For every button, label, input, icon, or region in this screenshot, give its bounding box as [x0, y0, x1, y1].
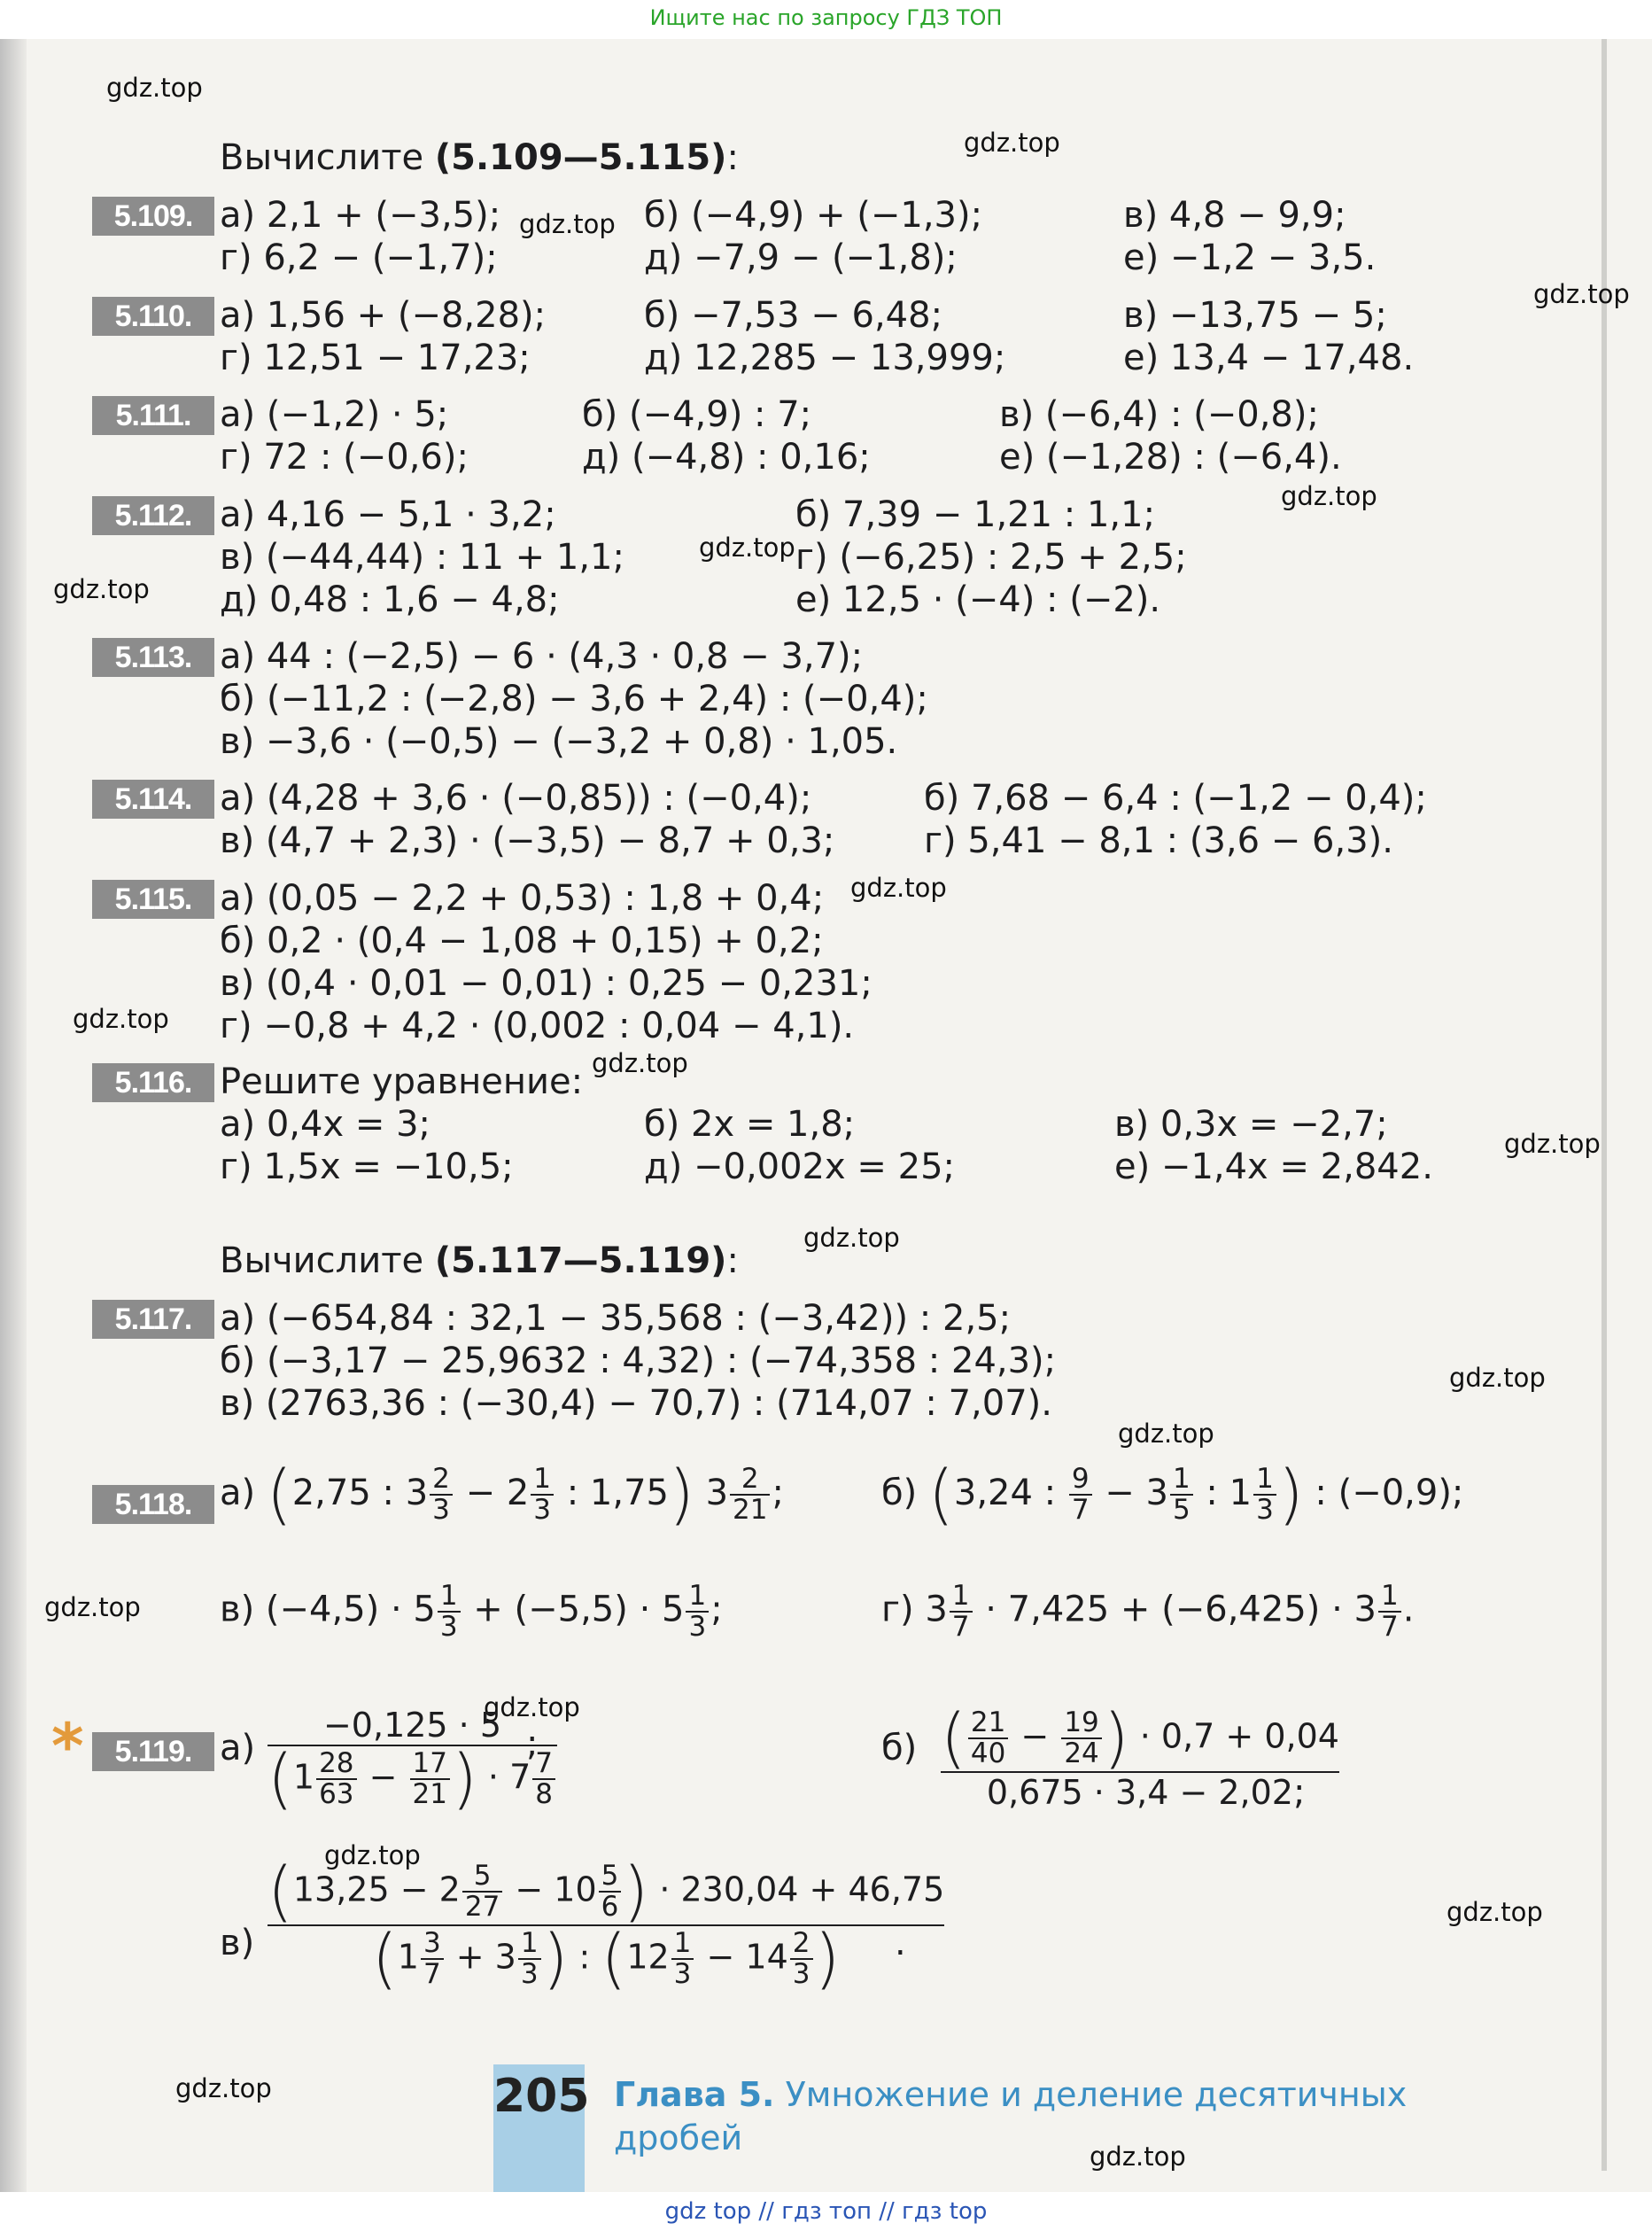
problem-line: д) 12,285 − 13,999;: [644, 338, 1006, 378]
problem-number: 5.111.: [92, 396, 214, 435]
problem-line: а) (4,28 + 3,6 · (−0,85)) : (−0,4);: [220, 778, 812, 819]
fraction: $\frac{19}{24}$: [1061, 1708, 1101, 1768]
problem-number: 5.114.: [92, 780, 214, 819]
fraction: $\frac{1}{3}$: [671, 1929, 694, 1988]
problem-line: б) −7,53 − 6,48;: [644, 295, 943, 336]
watermark: gdz.top: [1533, 279, 1630, 309]
fraction: $\frac{1}{3}$: [686, 1582, 709, 1641]
fraction: $\frac{5}{6}$: [599, 1862, 622, 1921]
fraction: $\frac{1}{3}$: [518, 1929, 541, 1988]
problem-line: б) 0,2 · (0,4 − 1,08 + 0,15) + 0,2;: [220, 921, 824, 961]
problem-line: г) −0,8 + 4,2 · (0,002 : 0,04 − 4,1).: [220, 1006, 855, 1046]
watermark: gdz.top: [53, 574, 150, 604]
problem-expression-a: а) (2,75 : 3 $\frac{2}{3}$ − 2 $\frac{1}{3}$ : 1,75) 3 $\frac{2}{21}$ ;: [220, 1457, 784, 1533]
problem-number: 5.119.: [92, 1732, 214, 1771]
page-edge: [1602, 0, 1607, 2171]
problem-line: а) 2,1 + (−3,5);: [220, 195, 501, 236]
problem-number: 5.110.: [92, 297, 214, 336]
problem-line: е) (−1,28) : (−6,4).: [999, 437, 1342, 478]
semicolon: ;: [526, 1723, 539, 1764]
problem-line: д) −7,9 − (−1,8);: [644, 237, 958, 278]
problem-line: д) 0,48 : 1,6 − 4,8;: [220, 579, 560, 620]
watermark: gdz.top: [324, 1840, 421, 1870]
problem-line: е) 12,5 · (−4) : (−2).: [795, 579, 1161, 620]
problem-line: в) (2763,36 : (−30,4) − 70,7) : (714,07 : 7,07).: [220, 1383, 1052, 1424]
fraction: $\frac{1}{7}$: [1378, 1582, 1401, 1641]
fraction: $\frac{9}{7}$: [1069, 1465, 1092, 1524]
section-heading: Вычислите (5.109—5.115):: [220, 137, 739, 178]
watermark: gdz.top: [1449, 1363, 1546, 1393]
page-number: 205: [493, 2070, 590, 2123]
section-heading: Вычислите (5.117—5.119):: [220, 1240, 739, 1281]
problem-title: Решите уравнение:: [220, 1061, 584, 1102]
watermark: gdz.top: [964, 128, 1060, 158]
watermark: gdz.top: [1118, 1419, 1214, 1449]
problem-expression-b: ( $\frac{21}{40}$ − $\frac{19}{24}$ ) · 0,7 + 0,04 0,675 · 3,4 − 2,02: [941, 1700, 1339, 1812]
problem-line: б) (−3,17 − 25,9632 : 4,32) : (−74,358 : 24,3);: [220, 1341, 1057, 1381]
problem-number: 5.112.: [92, 496, 214, 535]
problem-line: г) (−6,25) : 2,5 + 2,5;: [795, 537, 1187, 578]
problem-line: г) 1,5x = −10,5;: [220, 1147, 514, 1187]
bottom-banner[interactable]: gdz top // гдз топ // гдз top: [0, 2192, 1652, 2231]
problem-number: 5.109.: [92, 197, 214, 236]
problem-line: в) (−6,4) : (−0,8);: [999, 394, 1319, 435]
watermark: gdz.top: [484, 1692, 580, 1722]
fraction: $\frac{28}{63}$: [316, 1749, 356, 1808]
problem-line: е) −1,2 − 3,5.: [1123, 237, 1377, 278]
problem-label: а): [220, 1728, 256, 1768]
problem-line: б) 7,68 − 6,4 : (−1,2 − 0,4);: [924, 778, 1427, 819]
problem-number: 5.118.: [92, 1485, 214, 1524]
fraction: $\frac{1}{7}$: [950, 1582, 973, 1641]
watermark: gdz.top: [175, 2073, 272, 2103]
problem-line: в) 4,8 − 9,9;: [1123, 195, 1346, 236]
fraction: $\frac{17}{21}$: [410, 1749, 450, 1808]
problem-line: а) (0,05 − 2,2 + 0,53) : 1,8 + 0,4;: [220, 878, 825, 919]
watermark: gdz.top: [850, 873, 947, 903]
problem-line: в) −13,75 − 5;: [1123, 295, 1387, 336]
fraction: $\frac{5}{27}$: [462, 1862, 502, 1921]
difficulty-star-icon: *: [51, 1710, 84, 1783]
problem-line: а) 4,16 − 5,1 · 3,2;: [220, 494, 556, 535]
semicolon: ;: [1293, 1772, 1306, 1813]
problem-line: в) (0,4 · 0,01 − 0,01) : 0,25 − 0,231;: [220, 963, 873, 1004]
problem-expression-c: в) (−4,5) · 5 $\frac{1}{3}$ + (−5,5) · 5 $\frac{1}{3}$ ;: [220, 1580, 723, 1643]
problem-label: б): [881, 1728, 918, 1768]
top-banner[interactable]: Ищите нас по запросу ГДЗ ТОП: [0, 0, 1652, 39]
problem-number: 5.113.: [92, 638, 214, 677]
problem-line: в) (−44,44) : 11 + 1,1;: [220, 537, 624, 578]
problem-expression-d: г) 3 $\frac{1}{7}$ · 7,425 + (−6,425) · 3 $\frac{1}{7}$ .: [881, 1580, 1415, 1643]
problem-expression-c: (13,25 − 2 $\frac{5}{27}$ − 10 $\frac{5}{6}$ ) · 230,04 + 46,75 (1 $\frac{3}{7}$ + 3 $\frac{1}{3}$ ) : (12 $\frac{1}{3}$ − 14 $\frac{2}{3}$ ): [268, 1854, 945, 1997]
problem-line: б) (−11,2 : (−2,8) − 3,6 + 2,4) : (−0,4);: [220, 679, 928, 719]
fraction: $\frac{1}{3}$: [438, 1582, 461, 1641]
problem-number: 5.115.: [92, 880, 214, 919]
fraction: $\frac{3}{7}$: [421, 1929, 444, 1988]
problem-line: г) 12,51 − 17,23;: [220, 338, 531, 378]
problem-label: в): [220, 1923, 255, 1963]
watermark: gdz.top: [106, 73, 203, 103]
problem-line: а) 0,4x = 3;: [220, 1104, 430, 1145]
problem-line: а) (−654,84 : 32,1 − 35,568 : (−3,42)) : 2,5;: [220, 1298, 1012, 1339]
problem-line: а) (−1,2) · 5;: [220, 394, 449, 435]
problem-line: г) 72 : (−0,6);: [220, 437, 469, 478]
watermark: gdz.top: [699, 532, 795, 563]
watermark: gdz.top: [803, 1223, 900, 1253]
problem-line: б) (−4,9) + (−1,3);: [644, 195, 983, 236]
fraction: $\frac{2}{3}$: [430, 1465, 453, 1524]
watermark: gdz.top: [44, 1592, 141, 1622]
problem-line: в) (4,7 + 2,3) · (−3,5) − 8,7 + 0,3;: [220, 820, 835, 861]
watermark: gdz.top: [1090, 2142, 1186, 2172]
problem-line: г) 5,41 − 8,1 : (3,6 − 6,3).: [924, 820, 1393, 861]
problem-line: е) 13,4 − 17,48.: [1123, 338, 1415, 378]
problem-number: 5.117.: [92, 1300, 214, 1339]
watermark: gdz.top: [519, 209, 616, 239]
fraction: $\frac{21}{40}$: [968, 1708, 1008, 1768]
problem-number: 5.116.: [92, 1063, 214, 1102]
watermark: gdz.top: [592, 1048, 688, 1078]
problem-line: б) 2x = 1,8;: [644, 1104, 856, 1145]
fraction: $\frac{1}{3}$: [531, 1465, 554, 1524]
watermark: gdz.top: [1446, 1897, 1543, 1927]
problem-line: в) −3,6 · (−0,5) − (−3,2 + 0,8) · 1,05.: [220, 721, 898, 762]
fraction: $\frac{7}{8}$: [532, 1749, 555, 1808]
problem-line: е) −1,4x = 2,842.: [1114, 1147, 1433, 1187]
problem-expression-b: б) (3,24 : $\frac{9}{7}$ − 3 $\frac{1}{5}$ : 1 $\frac{1}{3}$ ) : (−0,9);: [881, 1457, 1464, 1533]
period: .: [895, 1923, 906, 1963]
book-spine-shadow: [0, 0, 27, 2231]
fraction: $\frac{1}{3}$: [1253, 1465, 1276, 1524]
problem-line: б) (−4,9) : 7;: [582, 394, 812, 435]
problem-line: а) 1,56 + (−8,28);: [220, 295, 547, 336]
watermark: gdz.top: [1281, 481, 1377, 511]
watermark: gdz.top: [73, 1004, 169, 1034]
problem-expression-a: −0,125 · 5 (1 $\frac{28}{63}$ − $\frac{17}{21}$ ) · 7 $\frac{7}{8}$: [268, 1706, 557, 1812]
fraction: $\frac{2}{3}$: [790, 1929, 813, 1988]
problem-line: г) 6,2 − (−1,7);: [220, 237, 498, 278]
problem-line: д) −0,002x = 25;: [644, 1147, 955, 1187]
problem-line: б) 7,39 − 1,21 : 1,1;: [795, 494, 1156, 535]
fraction: $\frac{1}{5}$: [1170, 1465, 1193, 1524]
chapter-title: Глава 5. Умножение и деление десятичных дробей: [614, 2075, 1408, 2158]
watermark: gdz.top: [1504, 1129, 1601, 1159]
problem-line: в) 0,3x = −2,7;: [1114, 1104, 1388, 1145]
fraction: $\frac{2}{21}$: [730, 1465, 770, 1524]
problem-line: д) (−4,8) : 0,16;: [582, 437, 871, 478]
problem-line: а) 44 : (−2,5) − 6 · (4,3 · 0,8 − 3,7);: [220, 636, 864, 677]
